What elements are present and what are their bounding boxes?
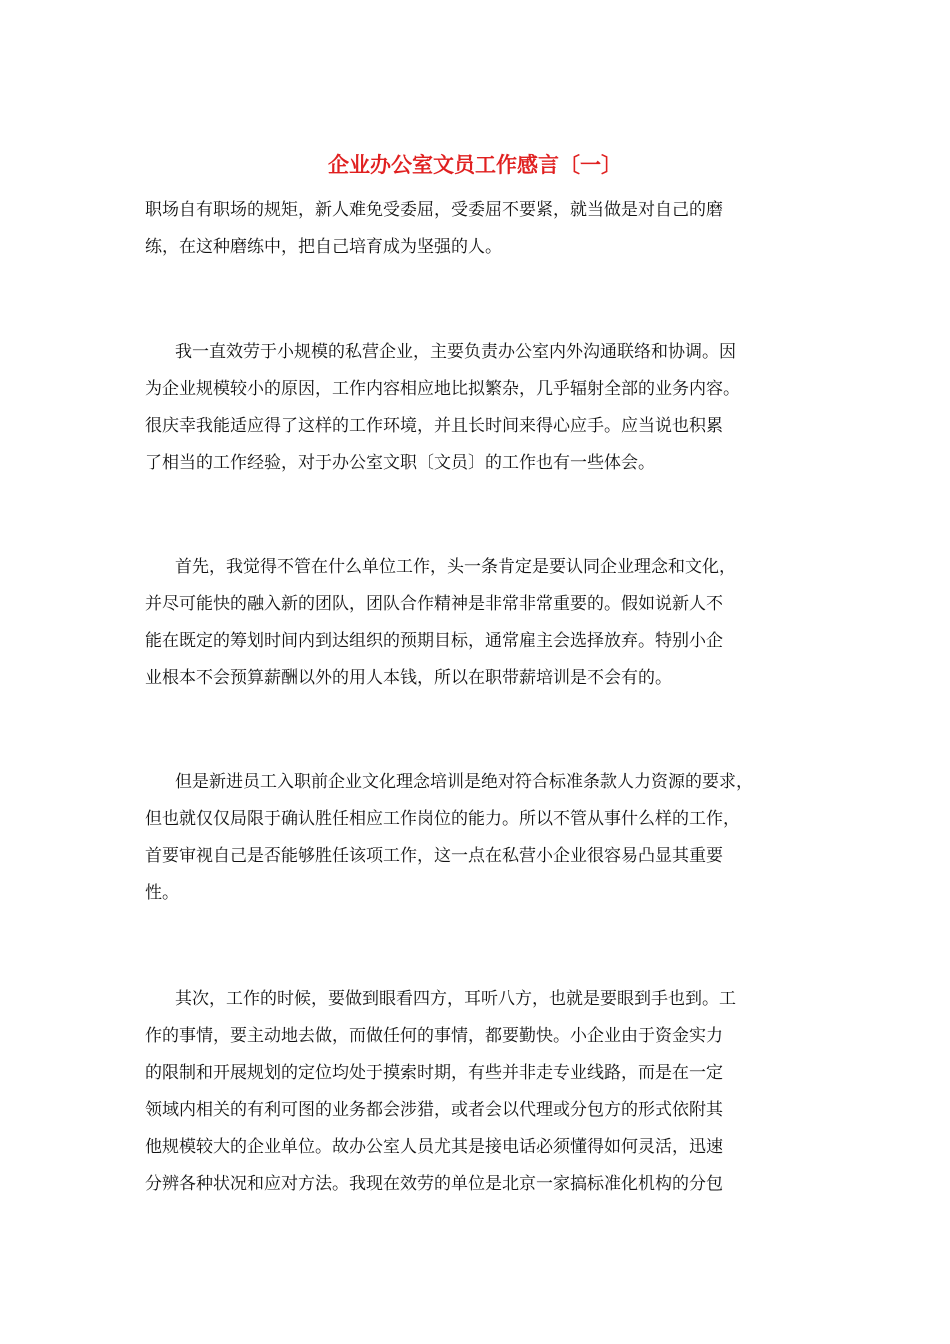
paragraph-2-line-3: 很庆幸我能适应得了这样的工作环境，并且长时间来得心应手。应当说也积累 [145,416,723,436]
paragraph-4-line-3: 首要审视自己是否能够胜任该项工作，这一点在私营小企业很容易凸显其重要 [145,846,723,866]
paragraph-2-line-4: 了相当的工作经验，对于办公室文职〔文员〕的工作也有一些体会。 [145,453,655,473]
paragraph-5-line-2: 作的事情，要主动地去做，而做任何的事情，都要勤快。小企业由于资金实力 [145,1026,723,1046]
paragraph-3-line-2: 并尽可能快的融入新的团队，团队合作精神是非常非常重要的。假如说新人不 [145,594,723,614]
paragraph-4-line-4: 性。 [145,883,179,903]
paragraph-3-line-1: 首先，我觉得不管在什么单位工作，头一条肯定是要认同企业理念和文化， [175,557,736,577]
document-title: 企业办公室文员工作感言〔一〕 [328,153,622,177]
paragraph-4-line-2: 但也就仅仅局限于确认胜任相应工作岗位的能力。所以不管从事什么样的工作， [145,809,740,829]
paragraph-2-line-1: 我一直效劳于小规模的私营企业，主要负责办公室内外沟通联络和协调。因 [175,342,736,362]
paragraph-5-line-3: 的限制和开展规划的定位均处于摸索时期，有些并非走专业线路，而是在一定 [145,1063,723,1083]
paragraph-5-line-5: 他规模较大的企业单位。故办公室人员尤其是接电话必须懂得如何灵活，迅速 [145,1137,723,1157]
paragraph-5-line-4: 领域内相关的有利可图的业务都会涉猎，或者会以代理或分包方的形式依附其 [145,1100,723,1120]
paragraph-3-line-3: 能在既定的筹划时间内到达组织的预期目标，通常雇主会选择放弃。特别小企 [145,631,723,651]
paragraph-3-line-4: 业根本不会预算薪酬以外的用人本钱，所以在职带薪培训是不会有的。 [145,668,672,688]
paragraph-1-line-2: 练，在这种磨练中，把自己培育成为坚强的人。 [145,237,502,257]
paragraph-1-line-1: 职场自有职场的规矩，新人难免受委屈，受委屈不要紧，就当做是对自己的磨 [145,200,723,220]
paragraph-5-line-1: 其次，工作的时候，要做到眼看四方，耳听八方，也就是要眼到手也到。工 [175,989,736,1009]
paragraph-2-line-2: 为企业规模较小的原因，工作内容相应地比拟繁杂，几乎辐射全部的业务内容。 [145,379,740,399]
paragraph-4-line-1: 但是新进员工入职前企业文化理念培训是绝对符合标准条款人力资源的要求， [175,772,753,792]
paragraph-5-line-6: 分辨各种状况和应对方法。我现在效劳的单位是北京一家搞标准化机构的分包 [145,1174,723,1194]
